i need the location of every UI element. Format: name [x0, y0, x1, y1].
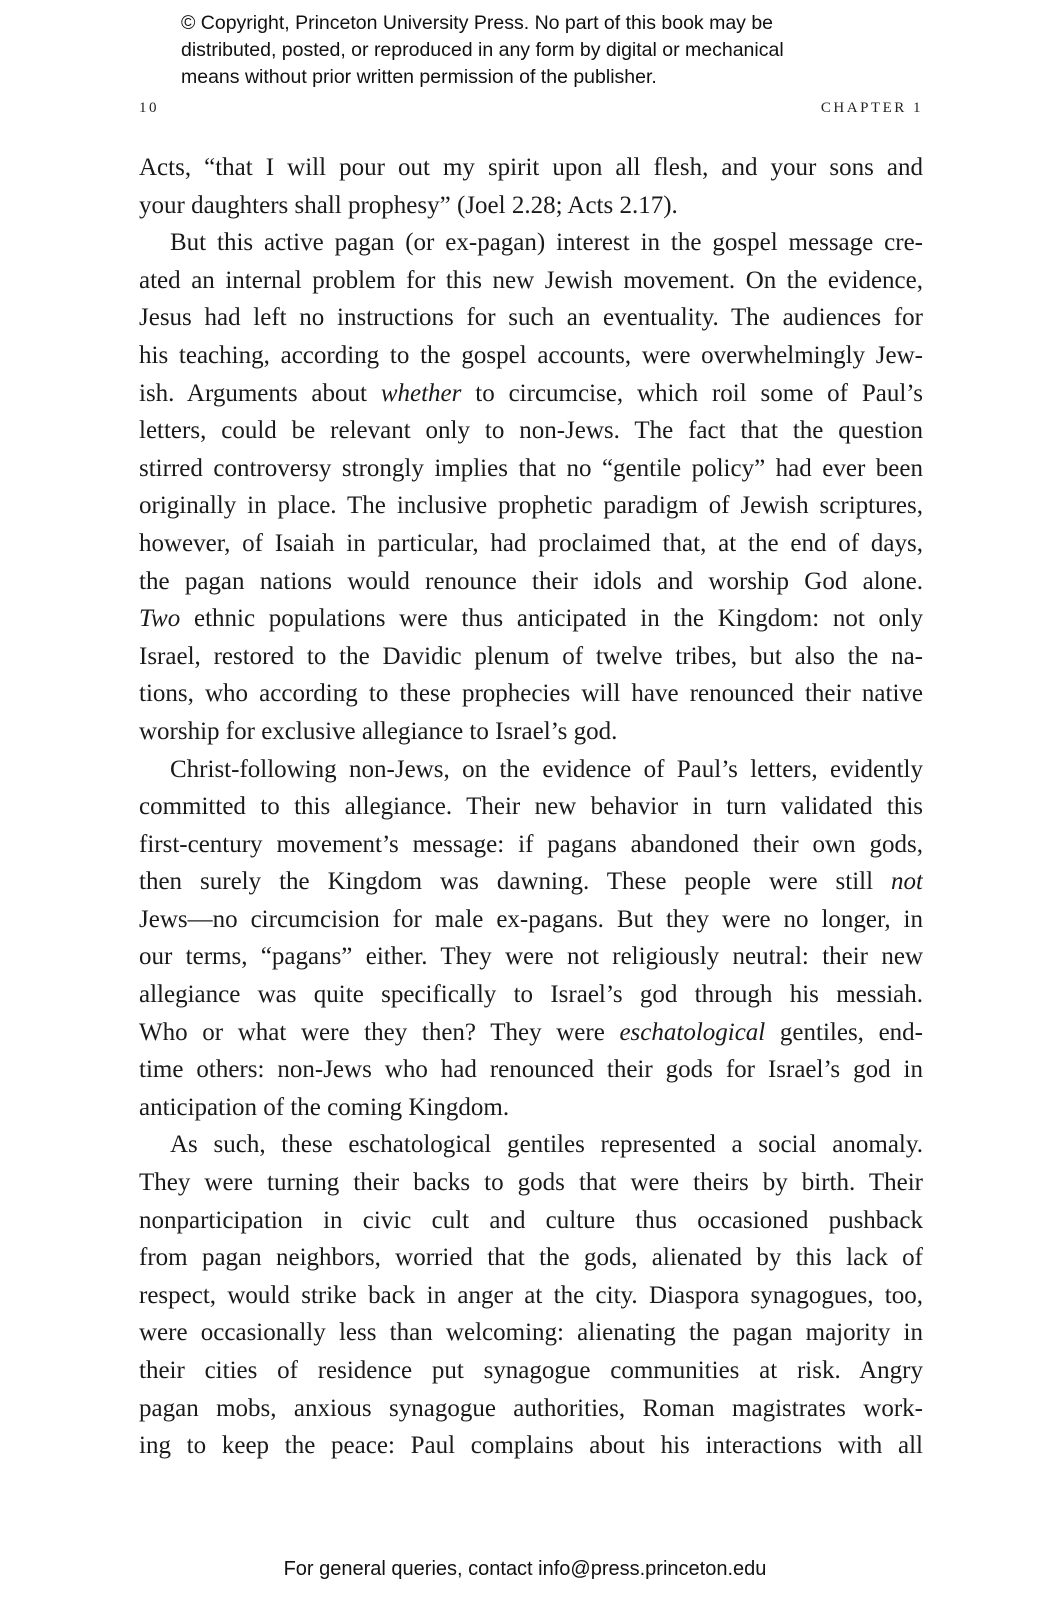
text-line: They were turning their backs to gods that were theirs by birth. Their — [139, 1169, 923, 1197]
text-line: first-century movement’s message: if pagans abandoned their own gods, — [139, 830, 923, 858]
copyright-line: means without prior written permission of the publisher. — [181, 66, 657, 88]
page-number: 10 — [139, 100, 159, 116]
text-line: anticipation of the coming Kingdom. — [139, 1093, 510, 1121]
text-line: As such, these eschatological gentiles represented a social anomaly. — [170, 1131, 923, 1159]
text-line: nonparticipation in civic cult and culture thus occasioned pushback — [139, 1206, 923, 1234]
emphasis: eschatological — [619, 1018, 766, 1046]
text-line: Jesus had left no instructions for such an eventuality. The audiences for — [139, 304, 923, 332]
text-line: pagan mobs, anxious synagogue authorities, Roman magistrates work- — [139, 1394, 923, 1422]
text-line: however, of Isaiah in particular, had proclaimed that, at the end of days, — [139, 529, 923, 557]
text-line: were occasionally less than welcoming: alienating the pagan majority in — [139, 1319, 923, 1347]
body-text — [139, 149, 923, 1465]
emphasis: not — [891, 868, 923, 896]
text-line: from pagan neighbors, worried that the gods, alienated by this lack of — [139, 1244, 923, 1272]
chapter-label: CHAPTER 1 — [820, 100, 923, 116]
text-line: Christ-following non-Jews, on the evidence of Paul’s letters, evidently — [170, 755, 923, 783]
text-line: respect, would strike back in anger at the city. Diaspora synagogues, too, — [139, 1281, 923, 1309]
text-line: your daughters shall prophesy” (Joel 2.28; Acts 2.17). — [139, 191, 678, 219]
text-line: then surely the Kingdom was dawning. These people were still not — [139, 868, 923, 896]
copyright-line: © Copyright, Princeton University Press. No part of this book may be — [181, 12, 774, 34]
text-line: their cities of residence put synagogue communities at risk. Angry — [139, 1357, 923, 1384]
text-line: But this active pagan (or ex-pagan) interest in the gospel message cre- — [170, 229, 923, 257]
text-line: committed to this allegiance. Their new behavior in turn validated this — [139, 793, 923, 821]
text-line: tions, who according to these prophecies will have renounced their native — [139, 680, 923, 708]
text-line: Acts, “that I will pour out my spirit upon all flesh, and your sons and — [139, 154, 923, 181]
text-line: Who or what were they then? They were eschatological gentiles, end- — [139, 1018, 923, 1046]
text-line: his teaching, according to the gospel accounts, were overwhelmingly Jew- — [139, 341, 923, 369]
running-head — [139, 100, 923, 124]
text-line: allegiance was quite specifically to Israel’s god through his messiah. — [139, 981, 923, 1009]
copyright-line: distributed, posted, or reproduced in any form by digital or mechanical — [181, 39, 784, 61]
text-line: the pagan nations would renounce their idols and worship God alone. — [139, 567, 923, 595]
text-line: letters, could be relevant only to non-Jews. The fact that the question — [139, 417, 923, 445]
text-line: Israel, restored to the Davidic plenum of twelve tribes, but also the na- — [139, 642, 923, 670]
text-line: Two ethnic populations were thus anticipated in the Kingdom: not only — [139, 605, 923, 633]
text-line: ated an internal problem for this new Jewish movement. On the evidence, — [139, 266, 923, 294]
text-line: ish. Arguments about whether to circumcise, which roil some of Paul’s — [139, 379, 923, 407]
text-line: worship for exclusive allegiance to Israel’s god. — [139, 717, 618, 745]
text-line: Jews—no circumcision for male ex-pagans. But they were no longer, in — [139, 905, 923, 933]
copyright-notice — [181, 10, 941, 91]
text-line: stirred controversy strongly implies that no “gentile policy” had ever been — [139, 454, 923, 482]
text-line: our terms, “pagans” either. They were not religiously neutral: their new — [139, 943, 923, 971]
text-line: ing to keep the peace: Paul complains about his interactions with all — [139, 1432, 923, 1460]
emphasis: whether — [380, 379, 462, 407]
text-line: originally in place. The inclusive prophetic paradigm of Jewish scriptures, — [139, 492, 923, 520]
footer-contact: For general queries, contact info@press.princeton.edu — [283, 1558, 767, 1580]
text-line: time others: non-Jews who had renounced their gods for Israel’s god in — [139, 1056, 923, 1084]
emphasis: Two — [139, 605, 181, 633]
